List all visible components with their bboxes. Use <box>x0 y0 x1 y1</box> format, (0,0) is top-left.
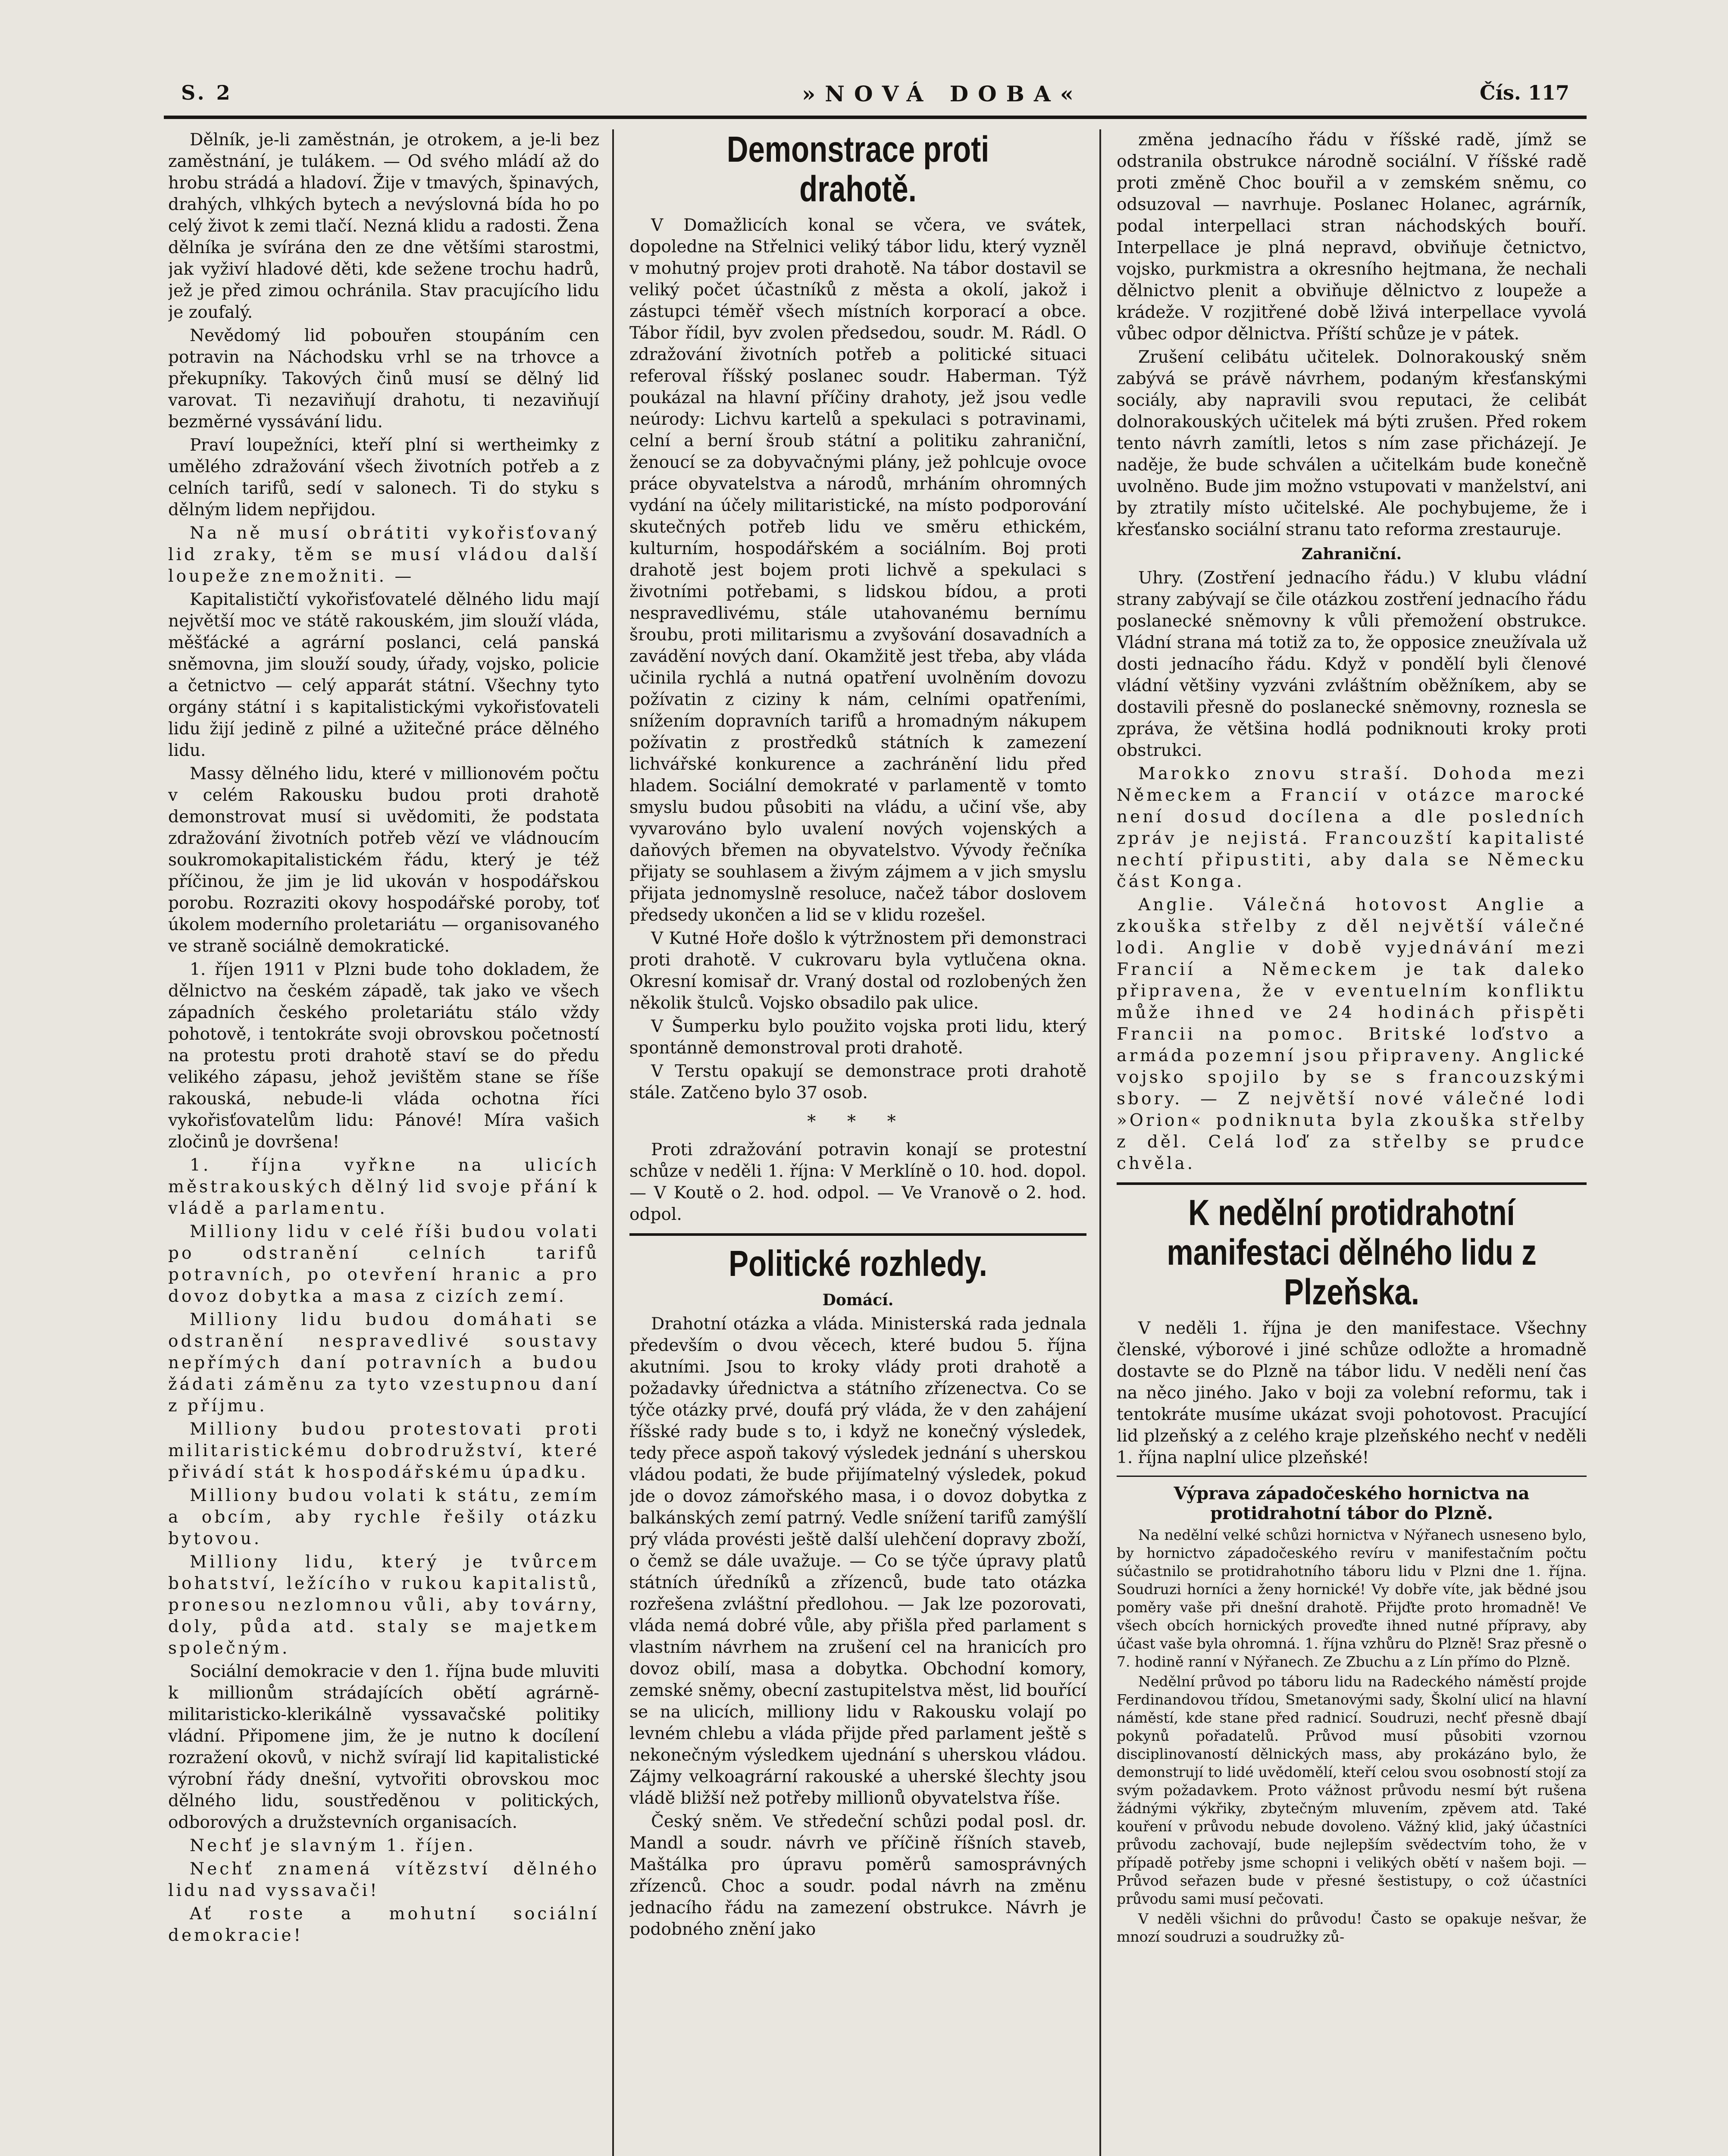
paragraph: V Domažlicích konal se včera, ve svátek, dopoledne na Střelnici veliký tábor lidu, který vyzněl v mohutný projev proti drahotě. Na tábor dostavil se veliký počet účastníků z města a okolí, jakož i zástupci téměř všech místních korporací a obce. Tábor řídil, byv zvolen předsedou, soudr. M. Rádl. O zdražování životních potřeb a politické situaci referoval říšský poslanec soudr. Haberman. Týž poukázal na hlavní příčiny drahoty, jež jsou vedle neúrody: Lichvu kartelů a spekulaci s potravinami, celní a berní šroub státní a politiku zahraniční, ženoucí se za dobyvačnými plány, jež pohlcuje ovoce práce obyvatelstva a národů, mrháním ohromných vydání na účely militaristické, na místo podporování skutečných potřeb lidu ve směru ethickém, kulturním, hospodářském a sociálním. Boj proti drahotě jest bojem proti lichvě a spekulaci s životními potřebami, s lidskou bídou, a proti nespravedlivému, stále utahovanému bernímu šroubu, proti militarismu a zvyšování dosavadních a zavádění nových daní. Okamžitě jest třeba, aby vláda učinila rychlá a nutná opatření uvolněním dovozu požívatin z ciziny k nám, celními opatřeními, snížením dopravních tarifů a hromadným nákupem požívatin z prostředků státních k zamezení lichvářské konkurence a zachránění lidu před hladem. Sociální demokraté v parlamentě v tomto smyslu budou působiti na vládu, a učiní vše, aby vyvarováno bylo uvalení nových vojenských a daňových břemen na obyvatelstvo. Vývody řečníka přijaty se souhlasem a živým zájmem a v jich smyslu přijata jednomyslně resoluce, načež tábor doslovem předsedy ukončen a lid se v klidu rozešel. <box>629 216 1086 925</box>
paragraph: V Terstu opakují se demonstrace proti drahotě stále. Zatčeno bylo 37 osob. <box>629 1062 1086 1103</box>
paragraph: V Šumperku bylo použito vojska proti lidu, který spontánně demonstroval proti drahotě. <box>629 1017 1086 1058</box>
newspaper-title: »NOVÁ DOBA« <box>802 81 1083 107</box>
paragraph: Massy dělného lidu, které v millionovém počtu v celém Rakousku budou proti drahotě demonstrovat musí si uvědomiti, že podstata zdražování životních potřeb vězí ve vládnoucím soukromokapitalistickém řádu, který je též příčinou, že jim je lid ukován v hospodářskou porobu. Rozraziti okovy hospodářské poroby, toť úkolem moderního proletariátu — organisovaného ve straně sociálně demokratické. <box>168 764 599 956</box>
paragraph: Marokko znovu straší. Dohoda mezi Německem a Francií v otázce marocké není dosud docílena a dle posledních zpráv je nejistá. Francouzští kapitalisté nechtí připustiti, aby dala se Německu část Konga. <box>1117 764 1587 891</box>
paragraph: Na nedělní velké schůzi hornictva v Nýřanech usneseno bylo, by hornictvo západočeského revíru v manifestačním počtu súčastnilo se protidrahotního táboru lidu v Plzni dne 1. října. Soudruzi horníci a ženy hornické! Vy dobře víte, jak bědné jsou poměry vaše při dnešní drahotě. Přijďte proto hromadně! Ve všech obcích hornických proveďte ihned nutné přípravy, aby účast vaše byla ohromná. 1. října vzhůru do Plzně! Sraz přesně o 7. hodině ranní v Nýřanech. Ze Zbuchu a z Lín přímo do Plzně. <box>1117 1526 1587 1670</box>
paragraph: Milliony lidu v celé říši budou volati po odstranění celních tarifů potravních, po otevření hranic a pro dovoz dobytka a masa z cizích zemí. <box>168 1222 599 1306</box>
column-divider <box>612 129 614 2156</box>
issue-number: Čís. 117 <box>1479 81 1569 104</box>
paragraph: Milliony lidu, který je tvůrcem bohatství, ležícího v rukou kapitalistů, pronesou nezlomnou vůli, aby továrny, doly, půda atd. staly se majetkem společným. <box>168 1552 599 1658</box>
paragraph: V neděli 1. října je den manifestace. Všechny členské, výborové i jiné schůze odložte a hromadně dostavte se do Plzně na tábor lidu. V neděli není čas na něco jiného. Jako v boji za volební reformu, tak i tentokráte musíme ukázat svoji pohotovost. Pracující lid plzeňský a z celého kraje plzeňského nechť v neděli 1. října naplní ulice plzeňské! <box>1117 1319 1587 1467</box>
paragraph: Český sněm. Ve středeční schůzi podal posl. dr. Mandl a soudr. návrh ve příčině říšních staveb, Maštálka pro úpravu poměrů samosprávných zřízenců. Choc a soudr. podal návrh na změnu jednacího řádu na zamezení obstrukce. Návrh je podobného znění jako <box>629 1812 1086 1939</box>
paragraph: Milliony lidu budou domáhati se odstranění nespravedlivé soustavy nepřímých daní potravních a budou žádati záměnu za tyto vzestupnou daní z příjmu. <box>168 1310 599 1416</box>
column-3 <box>1117 129 1587 2156</box>
paragraph: Praví loupežníci, kteří plní si wertheimky z umělého zdražování všech životních potřeb a z celních tarifů, sedí v salonech. Ti do styku s dělným lidem nepřijdou. <box>168 436 599 520</box>
section-divider <box>1117 1182 1587 1185</box>
paragraph: změna jednacího řádu v říšské radě, jímž se odstranila obstrukce národně sociální. V říšské radě proti změně Choc bouřil a v zemském sněmu, co odsuzoval — navrhuje. Poslanec Holanec, agrárník, podal interpellaci stran náchodských bouří. Interpellace je plná nepravd, obviňuje četnictvo, vojsko, purkmistra a okresního hejtmana, že nechali dělnictvo plenit a obviňuje dělnictvo z loupeže a krádeže. V rozjitřené době lživá interpellace vyvolá vůbec odpor dělnictva. Příští schůze je v pátek. <box>1117 130 1587 344</box>
header-rule <box>164 116 1587 119</box>
paragraph: V Kutné Hoře došlo k výtržnostem při demonstraci proti drahotě. V cukrovaru byla vytlučena okna. Okresní komisař dr. Vraný dostal od rozlobených žen několik štulců. Vojsko obsadilo pak ulice. <box>629 929 1086 1013</box>
paragraph: Zrušení celibátu učitelek. Dolnorakouský sněm zabývá se právě návrhem, podaným křesťanskými sociály, aby napravili svou reputaci, že celibát dolnorakouských učitelek má býti zrušen. Před rokem tento návrh zamítli, letos s ním zase přicházejí. Je naděje, že bude schválen a učitelkám bude konečně uvolněno. Bude jim možno vstupovati v manželství, ani by ztratily místo učitelské. Ale pochybujeme, že i křesťansko sociální stranu tato reforma zrestauruje. <box>1117 348 1587 539</box>
headline-politicke-rozhledy: Politické rozhledy. <box>729 1243 987 1284</box>
section-label: Domácí. <box>822 1291 894 1309</box>
paragraph: Milliony budou volati k státu, zemím a obcím, aby rychle řešily otázku bytovou. <box>168 1486 599 1548</box>
paragraph: Anglie. Válečná hotovost Anglie a zkouška střelby z děl největší válečné lodi. Anglie v době vyjednávání mezi Francií a Německem je tak daleko připravena, že v eventuelním konfliktu může ihned ve 24 hodinách přispěti Francii na pomoc. Britské loďstvo a armáda pozemní jsou připraveny. Anglické vojsko spojilo by se s francouzskými sbory. — Z největší nové válečné lodi »Orion« podniknuta byla zkouška střelby z děl. Celá loď za střelby se prudce chvěla. <box>1117 895 1587 1173</box>
paragraph: Uhry. (Zostření jednacího řádu.) V klubu vládní strany zabývají se čile otázkou zostření jednacího řádu poslanecké sněmovny k vůli přemožení obstrukce. Vládní strana má totiž za to, že opposice zneužívala už dosti jednacího řádu. Když v pondělí byli členové vládní většiny vyzváni zvláštním oběžníkem, aby se dostavili přesně do poslanecké sněmovny, roznesla se zpráva, že většina hodlá podniknouti kroky proti obstrukci. <box>1117 568 1587 760</box>
paragraph: Sociální demokracie v den 1. října bude mluviti k millionům strádajících obětí agrárně-militaristicko-klerikálně vyssavačské politiky vládní. Připomene jim, že je nutno k docílení rozražení okovů, v nichž svírají lid kapitalistické výrobní řády dnešní, vytvořiti obrovskou moc dělného lidu, soustředěnou v politických, odborových a družstevních organisacích. <box>168 1662 599 1832</box>
section-label: Zahraniční. <box>1301 545 1402 563</box>
page-label: S. 2 <box>181 81 233 104</box>
paragraph: Nedělní průvod po táboru lidu na Radeckého náměstí projde Ferdinandovou třídou, Smetanovými sady, Školní ulicí na hlavní náměstí, kde stane před radnicí. Soudruzi, nechť přesně dbají pokynů pořadatelů. Průvod musí působiti vzornou disciplinovaností dělnických mass, aby prokázáno bylo, že demonstrují to lidé uvědomělí, kteří celou svou osobností stojí za svým požadavkem. Proto vážnost průvodu nesmí být rušena žádnými výkřiky, zbytečným mluvením, zpěvem atd. Také kouření v průvodu nebude dovoleno. Vážný klid, jaký účastníci průvodu zachovají, bude nejlepším svědectvím toho, že v případě potřeby jsme schopni i velikých obětí v našem boji. — Průvod seřazen bude v přesné šestistupy, o což účastníci průvodu sami musí pečovati. <box>1117 1673 1587 1907</box>
paragraph: Milliony budou protestovati proti militaristickému dobrodružství, které přivádí stát k hospodářskému úpadku. <box>168 1420 599 1482</box>
paragraph: Kapitalističtí vykořisťovatelé dělného lidu mají největší moc ve státě rakouském, jim slouží vláda, měšťácké a agrární poslanci, celá panská sněmovna, jim slouží soudy, úřady, vojsko, policie a četnictvo — celý apparát státní. Všechny tyto orgány státní i s kapitalistickými vykořisťovateli lidu žijí jedině z pilné a užitečné práce dělného lidu. <box>168 590 599 760</box>
paragraph: Ať roste a mohutní sociální demokracie! <box>168 1904 599 1945</box>
paragraph: Dělník, je-li zaměstnán, je otrokem, a je-li bez zaměstnání, je tulákem. — Od svého mládí až do hrobu strádá a hladoví. Žije v tmavých, špinavých, drahých, vlhkých bytech a nevýslovná bída ho po celý život k zemi tlačí. Nezná klidu a radosti. Žena dělníka je svírána den ze dne většími starostmi, jak vyživí hladové děti, kde sežene trochu hadrů, jež je před zimou ochránila. Stav pracujícího lidu je zoufalý. <box>168 130 599 322</box>
subheadline: Výprava západočeského hornictva na protidrahotní tábor do Plzně. <box>1174 1483 1530 1523</box>
section-divider <box>1117 1476 1587 1477</box>
paragraph: Nevědomý lid pobouřen stoupáním cen potravin na Náchodsku vrhl se na trhovce a překupníky. Takových činů musí se dělný lid varovat. Ti nezaviňují drahotu, ti nezaviňují bezměrné vyssávání lidu. <box>168 326 599 432</box>
paragraph: 1. říjen 1911 v Plzni bude toho dokladem, že dělnictvo na českém západě, tak jako ve všech západních českého proletariátu stálo vždy pohotově, i tentokráte svoji obrovskou početností na protestu proti drahotě staví se do předu velikého zápasu, jehož jevištěm stane se říše rakouská, nebude-li vláda ochotna říci vykořisťovatelům lidu: Pánové! Míra vašich zločinů je dovršena! <box>168 960 599 1152</box>
section-divider <box>629 1233 1086 1236</box>
headline-manifestace: K nedělní protidrahotní manifestaci dělného lidu z Plzeňska. <box>1167 1192 1537 1312</box>
paragraph: Nechť je slavným 1. říjen. <box>190 1836 476 1855</box>
paragraph: 1. října vyřkne na ulicích městrakouských dělný lid svoje přání k vládě a parlamentu. <box>168 1156 599 1218</box>
asterism: * * * <box>807 1112 909 1131</box>
rally-notice: Proti zdražování potravin konají se protestní schůze v neděli 1. října: V Merklíně o 10. hod. dopol. — V Koutě o 2. hod. odpol. — Ve Vranově o 2. hod. odpol. <box>629 1140 1086 1224</box>
headline-demonstrace: Demonstrace proti drahotě. <box>726 129 989 209</box>
page-header <box>164 81 1587 116</box>
paragraph: V neděli všichni do průvodu! Často se opakuje nešvar, že mnozí soudruzi a soudružky zů- <box>1117 1910 1587 1945</box>
paragraph: Drahotní otázka a vláda. Ministerská rada jednala především o dvou věcech, které budou 5. října akutními. Jsou to kroky vlády proti drahotě a požadavky úřednictva a státního zřízenectva. Co se týče otázky prvé, doufá prý vláda, že v den zahájení říšské rady bude s to, i když ne konečný výsledek, tedy přece aspoň takový výsledek jednání s uherskou vládou podati, že bude přijímatelný výsledek, pokud jde o dovoz zámořského masa, i o dovoz dobytka z balkánských zemí patrný. Vedle snížení tarifů zamýšlí prý vláda provésti ještě další ulehčení dopravy zboží, o čemž se dále uvažuje. — Co se týče úpravy platů státních úředníků a zřízenců, bude tato otázka rozřešena zvláštní předlohou. — Jak lze pozorovati, vláda nemá dobré vůle, aby přišla před parlament s vlastním návrhem na zrušení cel na hranicích pro dovoz obilí, masa a dobytka. Obchodní komory, zemské sněmy, obecní zastupitelstva měst, lid bouřící se na ulicích, milliony lidu v Rakousku volají po levném chlebu a vláda přijde před parlament ještě s nekonečným výsledkem ujednání s uherskou vládou. Zájmy velkoagrární rakouské a uherské šlechty jsou vládě bližší než potřeby millionů obyvatelstva říše. <box>629 1314 1086 1808</box>
column-divider <box>1099 129 1101 2156</box>
column-1 <box>168 129 599 2156</box>
column-2 <box>629 129 1086 2156</box>
paragraph: Na ně musí obrátiti vykořisťovaný lid zraky, těm se musí vládou další loupeže znemožniti. — <box>168 523 599 586</box>
paragraph: Nechť znamená vítězství dělného lidu nad vyssavači! <box>168 1859 599 1900</box>
